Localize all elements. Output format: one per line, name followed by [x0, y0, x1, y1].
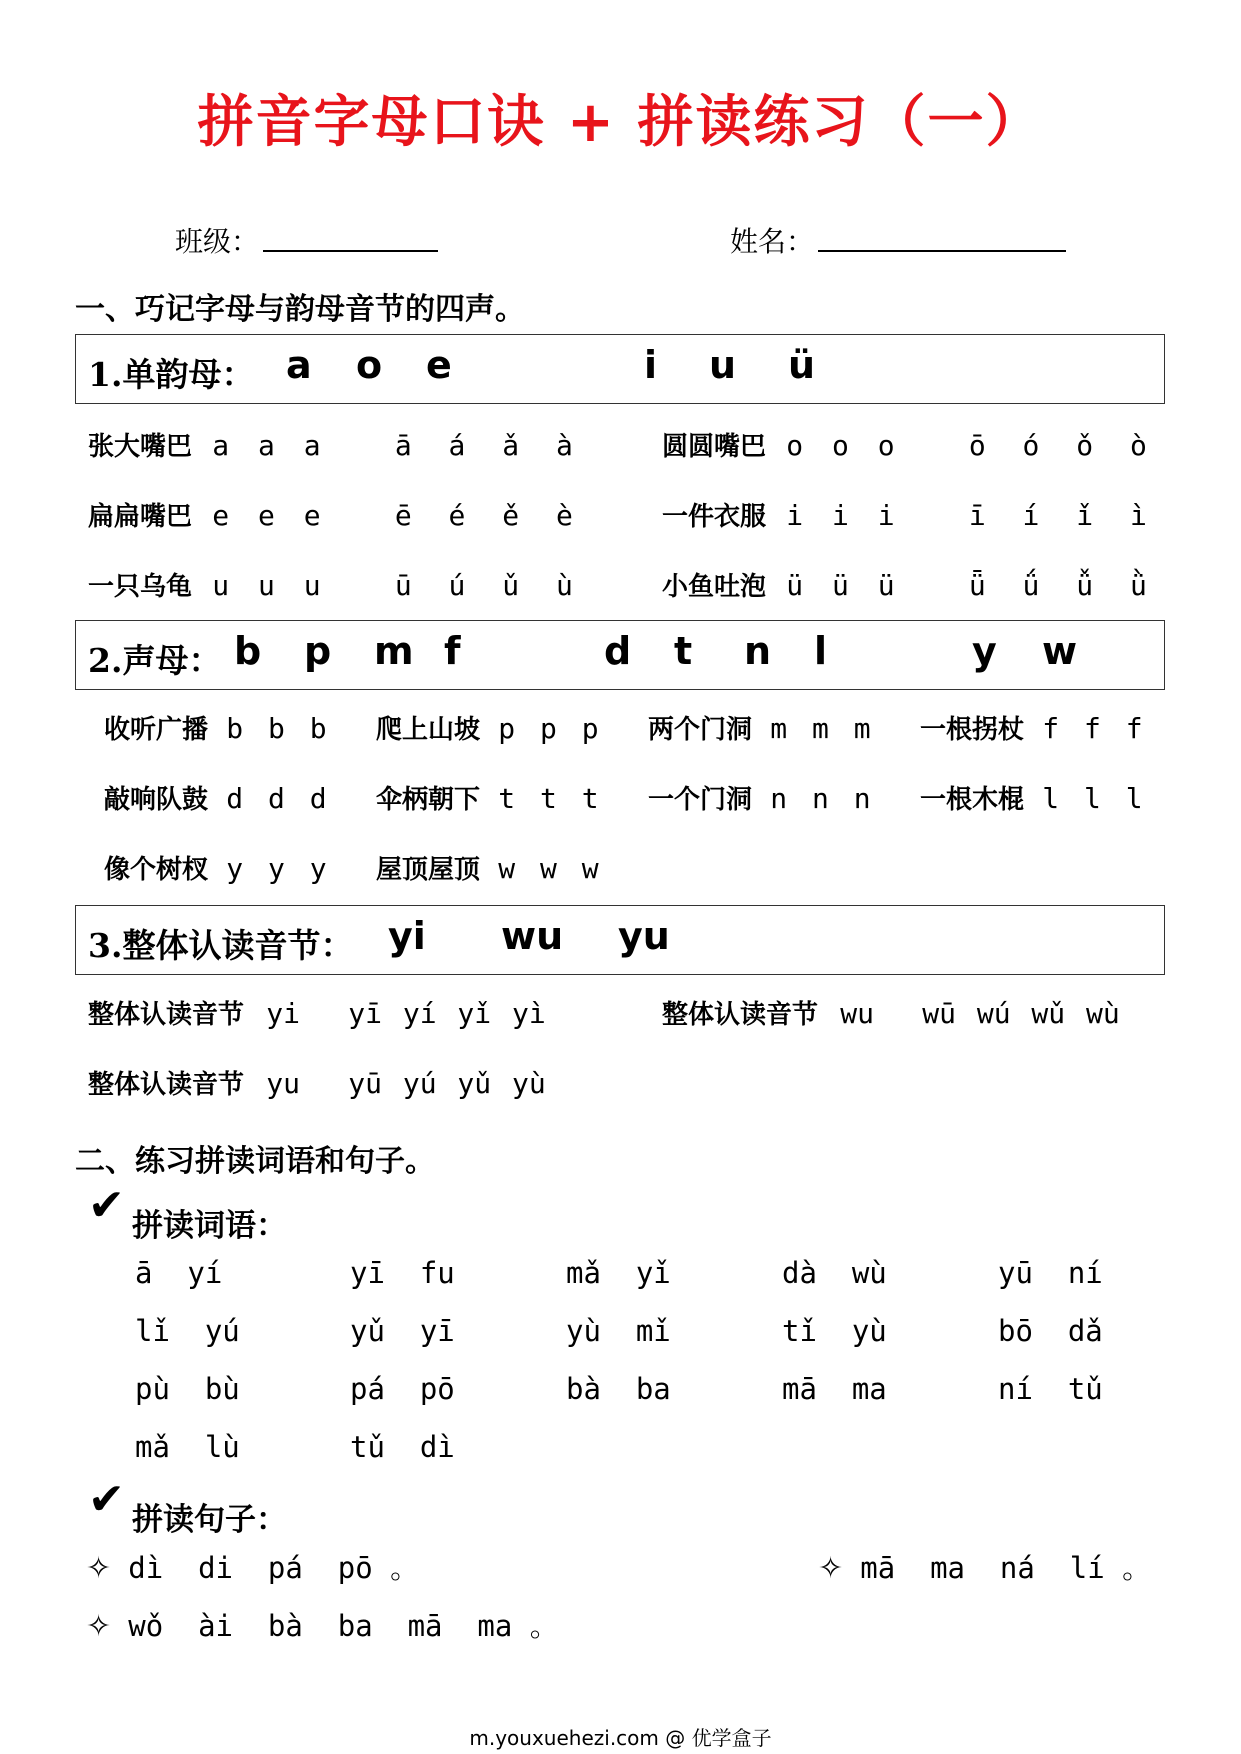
syllable-base: wu — [840, 997, 874, 1030]
word-item: pù bù — [135, 1372, 240, 1406]
rhyme-label: 小鱼吐泡 — [662, 572, 767, 602]
box-letter: y — [972, 629, 997, 673]
vowel-base: a a a — [212, 429, 327, 462]
vowel-tones: ā á ǎ à — [394, 429, 583, 462]
vowel-tones: ī í ǐ ì — [968, 499, 1157, 532]
rhyme-label: 收听广播 — [104, 715, 209, 745]
box-letter: i — [644, 343, 658, 387]
rhyme-label: 整体认读音节 — [88, 1070, 245, 1100]
box-letter: yi — [388, 914, 426, 958]
initial-letters: b b b — [226, 712, 331, 745]
rhyme-label: 整体认读音节 — [662, 1000, 819, 1030]
vowel-row — [662, 566, 1157, 603]
word-item: bō dǎ — [998, 1314, 1103, 1348]
box-letter: d — [604, 629, 632, 673]
box-letter: f — [444, 629, 461, 673]
initial-row — [648, 709, 875, 746]
initials-box — [75, 620, 1165, 690]
rhyme-label: 两个门洞 — [648, 715, 753, 745]
class-field[interactable] — [263, 250, 438, 252]
word-item: pá pō — [350, 1372, 455, 1406]
whole-syllables-box — [75, 905, 1165, 975]
box-letter: m — [374, 629, 414, 673]
initial-row — [920, 709, 1147, 746]
initial-row — [376, 709, 603, 746]
box-letter: n — [744, 629, 772, 673]
syllable-base: yu — [266, 1067, 300, 1100]
footer-watermark: m.youxuehezi.com @ 优学盒子 — [469, 1726, 772, 1750]
rhyme-label: 一个门洞 — [648, 785, 753, 815]
section2-heading: 二、练习拼读词语和句子。 — [75, 1144, 435, 1179]
sentence-item — [86, 1546, 419, 1587]
word-item: ā yí — [135, 1256, 223, 1290]
syllable-tones: yī yí yǐ yì — [348, 997, 546, 1030]
sentence-text: mā ma ná lí 。 — [860, 1551, 1152, 1585]
page-title: 拼音字母口诀 + 拼读练习（一） — [197, 90, 1044, 155]
vowel-tones: ō ó ǒ ò — [968, 429, 1157, 462]
word-item: tǐ yù — [782, 1314, 887, 1348]
vowel-base: ü ü ü — [786, 569, 901, 602]
initial-letters: n n n — [770, 782, 875, 815]
syllable-tones: yū yú yǔ yù — [348, 1067, 546, 1100]
word-item: yū ní — [998, 1256, 1103, 1290]
vowel-tones: ǖ ǘ ǚ ǜ — [968, 569, 1157, 602]
sentence-text: dì di pá pō 。 — [128, 1551, 420, 1585]
word-item: yī fu — [350, 1256, 455, 1290]
box-letter: ü — [788, 343, 816, 387]
initial-letters: f f f — [1042, 712, 1147, 745]
word-item: lǐ yú — [135, 1314, 240, 1348]
sentences-title: 拼读句子： — [132, 1502, 287, 1538]
vowel-base: o o o — [786, 429, 901, 462]
box-letter: wu — [501, 914, 564, 958]
initials-label: 2.声母： — [88, 641, 222, 680]
word-item: tǔ dì — [350, 1430, 455, 1464]
rhyme-label: 爬上山坡 — [376, 715, 481, 745]
class-label: 班级： — [175, 225, 260, 258]
vowel-tones: ē é ě è — [394, 499, 583, 532]
single-vowel-box — [75, 334, 1165, 404]
sentence-item — [86, 1604, 559, 1645]
rhyme-label: 圆圆嘴巴 — [662, 432, 767, 462]
words-title: 拼读词语： — [132, 1208, 287, 1244]
word-item: bà ba — [566, 1372, 671, 1406]
word-item: yǔ yī — [350, 1314, 455, 1348]
rhyme-label: 像个树杈 — [104, 855, 209, 885]
vowel-tones: ū ú ǔ ù — [394, 569, 583, 602]
rhyme-label: 整体认读音节 — [88, 1000, 245, 1030]
initial-row — [104, 709, 331, 746]
rhyme-label: 敲响队鼓 — [104, 785, 209, 815]
rhyme-label: 伞柄朝下 — [376, 785, 481, 815]
vowel-base: e e e — [212, 499, 327, 532]
initial-row — [376, 779, 603, 816]
word-item: mǎ lù — [135, 1430, 240, 1464]
vowel-row — [88, 566, 583, 603]
check-icon: ✔ — [88, 1474, 125, 1525]
word-item: mā ma — [782, 1372, 887, 1406]
initial-row — [920, 779, 1147, 816]
initial-letters: d d d — [226, 782, 331, 815]
syllable-base: yi — [266, 997, 300, 1030]
sentence-text: wǒ ài bà ba mā ma 。 — [128, 1609, 559, 1643]
syllable-row — [88, 1064, 546, 1101]
box-letter: u — [709, 343, 737, 387]
syllable-row — [88, 994, 546, 1031]
box-letter: a — [286, 343, 312, 387]
box-letter: l — [814, 629, 828, 673]
vowel-base: u u u — [212, 569, 327, 602]
box-letter: t — [674, 629, 693, 673]
single-vowel-label: 1.单韵母： — [88, 355, 255, 394]
sentence-item — [818, 1546, 1151, 1587]
word-item: dà wù — [782, 1256, 887, 1290]
initial-row — [376, 849, 603, 886]
star-icon: ✧ — [818, 1551, 844, 1586]
name-label: 姓名： — [730, 225, 815, 258]
rhyme-label: 张大嘴巴 — [88, 432, 193, 462]
initial-row — [104, 779, 331, 816]
initial-row — [104, 849, 331, 886]
word-item: mǎ yǐ — [566, 1256, 671, 1290]
vowel-base: i i i — [786, 499, 901, 532]
rhyme-label: 一只乌龟 — [88, 572, 193, 602]
box-letter: o — [356, 343, 383, 387]
box-letter: w — [1042, 629, 1078, 673]
word-item: yù mǐ — [566, 1314, 671, 1348]
box-letter: p — [304, 629, 332, 673]
initial-row — [648, 779, 875, 816]
star-icon: ✧ — [86, 1609, 112, 1644]
syllable-tones: wū wú wǔ wù — [922, 997, 1120, 1030]
box-letter: b — [234, 629, 262, 673]
rhyme-label: 屋顶屋顶 — [376, 855, 481, 885]
vowel-row — [88, 496, 583, 533]
vowel-row — [662, 426, 1157, 463]
box-letter: yu — [618, 914, 670, 958]
initial-letters: p p p — [498, 712, 603, 745]
star-icon: ✧ — [86, 1551, 112, 1586]
check-icon: ✔ — [88, 1180, 125, 1231]
name-field[interactable] — [818, 250, 1066, 252]
initial-letters: l l l — [1042, 782, 1147, 815]
initial-letters: w w w — [498, 852, 603, 885]
syllable-row — [662, 994, 1120, 1031]
initial-letters: t t t — [498, 782, 603, 815]
initial-letters: m m m — [770, 712, 875, 745]
rhyme-label: 一根木棍 — [920, 785, 1025, 815]
vowel-row — [662, 496, 1157, 533]
vowel-row — [88, 426, 583, 463]
rhyme-label: 扁扁嘴巴 — [88, 502, 193, 532]
rhyme-label: 一根拐杖 — [920, 715, 1025, 745]
box-letter: e — [426, 343, 452, 387]
initial-letters: y y y — [226, 852, 331, 885]
word-item: ní tǔ — [998, 1372, 1103, 1406]
whole-syllables-label: 3.整体认读音节： — [88, 926, 354, 965]
section1-heading: 一、巧记字母与韵母音节的四声。 — [75, 292, 525, 327]
rhyme-label: 一件衣服 — [662, 502, 767, 532]
